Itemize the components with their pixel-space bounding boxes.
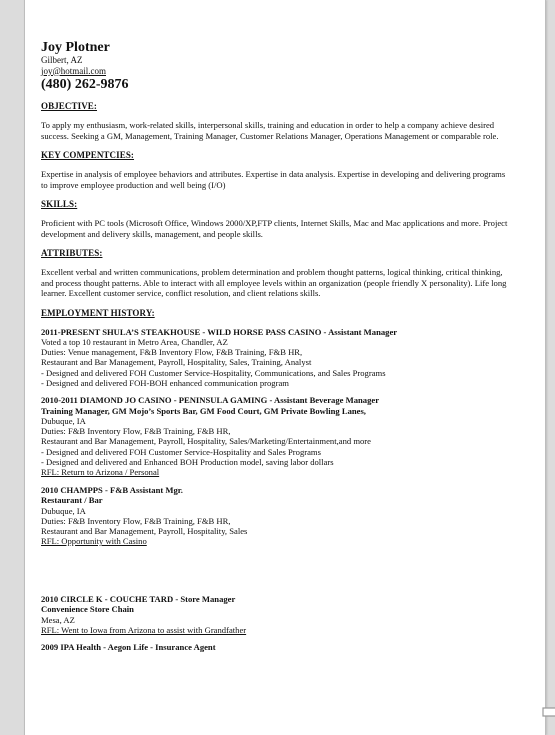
- skills-text: Proficient with PC tools (Microsoft Office, Windows 2000/XP,FTP clients, Internet Skills, Mac and Mac applications and more. Project development and delivery skills, management, and people skills.: [41, 218, 508, 239]
- job-detail-line: Duties: F&B Inventory Flow, F&B Training, F&B HR,: [41, 515, 231, 526]
- job-detail-line: - Designed and delivered FOH-BOH enhanced communication program: [41, 377, 289, 388]
- job-detail-line: - Designed and delivered FOH Customer Service-Hospitality and Sales Programs: [41, 446, 321, 457]
- attributes-heading: ATTRIBUTES:: [41, 248, 103, 258]
- job-title: 2010-2011 DIAMOND JO CASINO - PENINSULA GAMING - Assistant Beverage Manager: [41, 395, 380, 406]
- job-title: 2009 IPA Health - Aegon Life - Insurance Agent: [41, 642, 216, 653]
- objective-heading: OBJECTIVE:: [41, 101, 98, 111]
- objective-text: To apply my enthusiasm, work-related skills, interpersonal skills, training and education in order to help a company achieve desired success. Seeking a GM, Management, Training Manager, Customer Relations Manager, Operations Management or comparable role.: [41, 120, 499, 141]
- job-reason-for-leaving: RFL: Return to Arizona / Personal: [41, 467, 160, 478]
- employment-list: [41, 327, 511, 653]
- employment-entry: [41, 594, 511, 636]
- employment-entry: [41, 642, 511, 653]
- next-page-arrow-icon[interactable]: [541, 700, 555, 724]
- skills-heading: SKILLS:: [41, 199, 78, 209]
- candidate-email[interactable]: joy@hotmail.com: [41, 65, 107, 76]
- job-detail-line: Dubuque, IA: [41, 416, 86, 427]
- employment-entry: [41, 327, 511, 389]
- candidate-name: Joy Plotner: [41, 40, 110, 55]
- job-detail-line: Duties: F&B Inventory Flow, F&B Training, F&B HR,: [41, 426, 231, 437]
- job-title: 2010 CIRCLE K - COUCHE TARD - Store Manager: [41, 593, 236, 604]
- employment-entry: [41, 395, 511, 478]
- job-subtitle: Convenience Store Chain: [41, 604, 134, 615]
- job-reason-for-leaving: RFL: Went to Iowa from Arizona to assist with Grandfather: [41, 624, 247, 635]
- resume-page: [24, 0, 546, 735]
- job-detail-line: - Designed and delivered and Enhanced BOH Production model, saving labor dollars: [41, 456, 334, 467]
- competencies-heading: KEY COMPENTCIES:: [41, 150, 135, 160]
- candidate-location: Gilbert, AZ: [41, 55, 83, 65]
- job-detail-line: Voted a top 10 restaurant in Metro Area, Chandler, AZ: [41, 337, 228, 347]
- job-detail-line: - Designed and delivered FOH Customer Service-Hospitality, Communications, and Sales Programs: [41, 367, 386, 378]
- job-reason-for-leaving: RFL: Opportunity with Casino: [41, 536, 147, 547]
- job-detail-line: Restaurant and Bar Management, Payroll, Hospitality, Sales: [41, 525, 248, 536]
- job-subtitle: Training Manager, GM Mojo’s Sports Bar, GM Food Court, GM Private Bowling Lanes,: [41, 405, 366, 416]
- job-title: 2010 CHAMPPS - F&B Assistant Mgr.: [41, 484, 183, 495]
- employment-gap: [41, 547, 511, 587]
- job-detail-line: Mesa, AZ: [41, 614, 75, 625]
- job-detail-line: Dubuque, IA: [41, 505, 86, 516]
- job-detail-line: Restaurant and Bar Management, Payroll, Hospitality, Sales/Marketing/Entertainment,and more: [41, 436, 371, 447]
- candidate-phone: (480) 262-9876: [41, 77, 129, 92]
- job-subtitle: Restaurant / Bar: [41, 495, 103, 506]
- employment-entry: [41, 485, 511, 547]
- job-detail-line: Duties: Venue management, F&B Inventory Flow, F&B Training, F&B HR,: [41, 347, 303, 358]
- job-title: 2011-PRESENT SHULA’S STEAKHOUSE - WILD HORSE PASS CASINO - Assistant Manager: [41, 326, 398, 337]
- employment-heading: EMPLOYMENT HISTORY:: [41, 307, 155, 318]
- resume-content: [41, 40, 511, 653]
- competencies-text: Expertise in analysis of employee behaviors and attributes. Expertise in data analysis. Expertise in developing and delivering programs to improve employee production and well being (I/O): [41, 169, 506, 190]
- attributes-text: Excellent verbal and written communications, problem determination and problem thought patterns, logical thinking, critical thinking, and process thought patterns. Able to interact with all employee levels within an organization (people friendly X personality). Life long learner. Excellent customer service, conflict resolution, and client relations skills.: [41, 267, 507, 298]
- job-detail-line: Restaurant and Bar Management, Payroll, Hospitality, Sales, Training, Analyst: [41, 357, 312, 368]
